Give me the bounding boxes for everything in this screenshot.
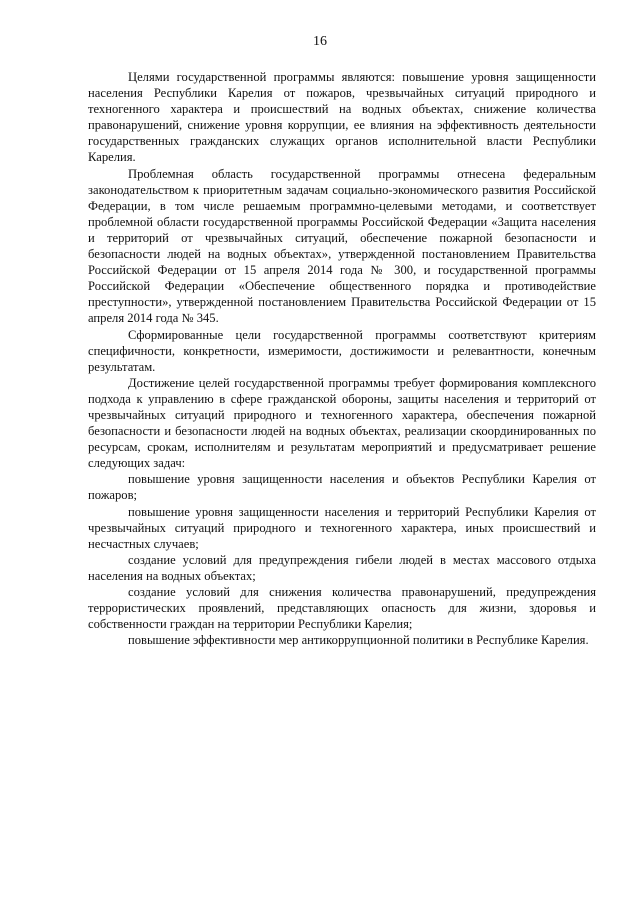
paragraph-goals: Целями государственной программы являются: повышение уровня защищенности населения Республики Карелия от пожаров, чрезвычайных ситуаций природного и техногенного характера и происшествий на водных объектах, снижение количества правонарушений, снижение уровня коррупции, ее влияния на эффективность деятельности государственных гражданских служащих органов исполнительной власти Республики Карелия. xyxy=(88,70,596,165)
task-item-anticorruption: повышение эффективности мер антикоррупционной политики в Республике Карелия. xyxy=(128,633,589,648)
paragraph-problem-area: Проблемная область государственной программы отнесена федеральным законодательством к приоритетным задачам социально-экономического развития Российской Федерации, в том числе решаемым программно-целевыми методами, и соответствует проблемной области государственной программы Российской Федерации «Защита населения и территорий от чрезвычайных ситуаций, обеспечение пожарной безопасности и безопасности людей на водных объектах», утвержденной постановлением Правительства Российской Федерации от 15 апреля 2014 года № 300, и государственной программы Российской Федерации «Обеспечение общественного порядка и противодействие преступности», утвержденной постановлением Правительства Российской Федерации от 15 апреля 2014 года № 345. xyxy=(88,166,596,326)
page-number: 16 xyxy=(313,34,327,49)
paragraph-tasks-intro: Достижение целей государственной программы требует формирования комплексного подхода к управлению в сфере гражданской обороны, защиты населения и территорий от чрезвычайных ситуаций природного и техногенного характера, обеспечения пожарной безопасности и безопасности людей на водных объектах, реализации скоординированных по ресурсам, срокам, исполнителям и результатам мероприятий и предусматривает решение следующих задач: xyxy=(88,375,596,471)
task-item-crime-prevention: создание условий для снижения количества правонарушений, предупреждения террористических проявлений, представляющих опасность для жизни, здоровья и собственности граждан на территории Республики Карелия; xyxy=(88,585,596,632)
task-item-water-safety: создание условий для предупреждения гибели людей в местах массового отдыха населения на водных объектах; xyxy=(88,552,596,583)
task-item-emergency-protection: повышение уровня защищенности населения и территорий Республики Карелия от чрезвычайных ситуаций природного и техногенного характера, иных происшествий и несчастных случаев; xyxy=(88,504,596,551)
document-body xyxy=(88,69,596,648)
paragraph-criteria: Сформированные цели государственной программы соответствуют критериям специфичности, конкретности, измеримости, достижимости и релевантности, конечным результатам. xyxy=(88,327,596,374)
task-item-fire-protection: повышение уровня защищенности населения и объектов Республики Карелия от пожаров; xyxy=(88,472,596,503)
